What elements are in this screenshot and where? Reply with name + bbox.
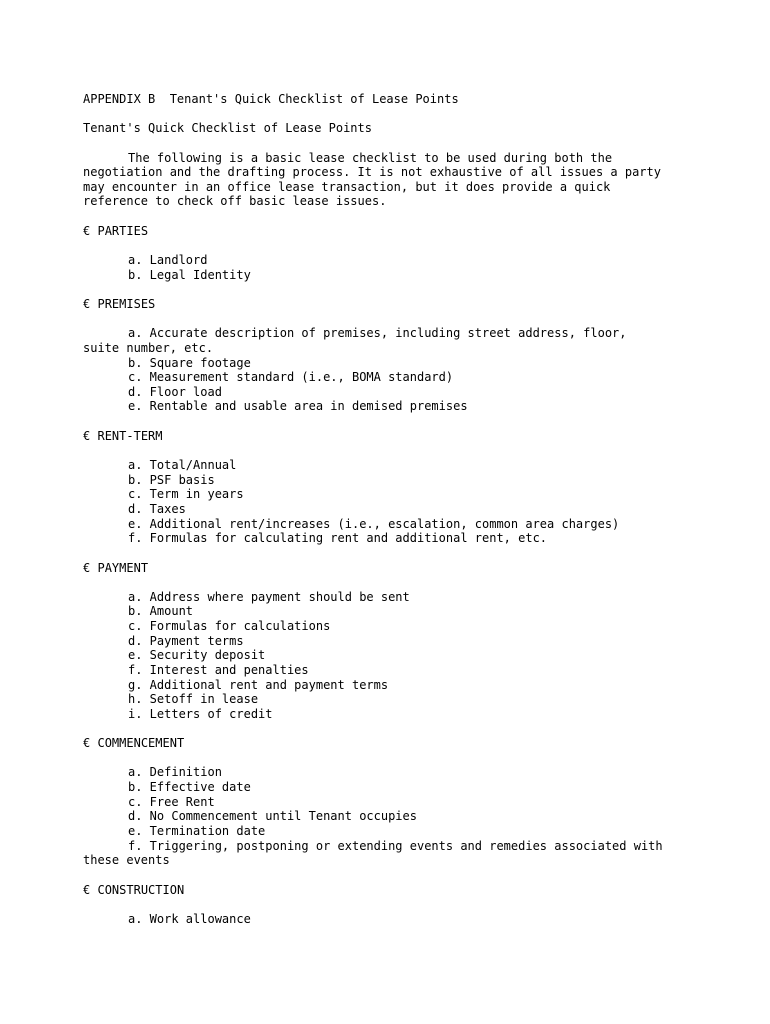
section-heading-label: RENT-TERM: [97, 428, 163, 443]
spacer: [83, 575, 743, 590]
section-commencement: [83, 736, 743, 868]
spacer: [83, 897, 743, 912]
section-parties: [83, 224, 743, 283]
list-item: b. Legal Identity: [128, 267, 251, 282]
list-item: b. Effective date: [128, 780, 251, 795]
section-premises: [83, 297, 743, 414]
intro-line: may encounter in an office lease transaction, but it does provide a quick: [83, 179, 611, 194]
list-item: a. Address where payment should be sent: [128, 589, 410, 604]
list-item: b. Amount: [128, 604, 194, 619]
list-item: c. Measurement standard (i.e., BOMA standard): [128, 370, 454, 385]
list-item: c. Free Rent: [128, 794, 215, 809]
list-item-continuation: suite number, etc.: [83, 340, 214, 355]
bullet-glyph: €: [83, 296, 91, 311]
list-item: a. Accurate description of premises, including street address, floor,: [128, 326, 627, 341]
bullet-glyph: €: [83, 560, 91, 575]
spacer: [83, 722, 743, 737]
section-heading-label: PREMISES: [97, 296, 156, 311]
list-item: a. Definition: [128, 765, 222, 780]
spacer: [83, 443, 743, 458]
intro-line: reference to check off basic lease issues.: [83, 194, 387, 209]
list-item: a. Landlord: [128, 253, 208, 268]
spacer: [83, 136, 743, 151]
section-construction: [83, 883, 743, 927]
section-heading: [83, 883, 743, 898]
section-heading-label: PARTIES: [97, 223, 149, 238]
section-heading: [83, 224, 743, 239]
section-heading-label: CONSTRUCTION: [97, 882, 185, 897]
section-heading: [83, 736, 743, 751]
spacer: [83, 546, 743, 561]
list-item: i. Letters of credit: [128, 706, 273, 721]
list-item: f. Triggering, postponing or extending events and remedies associated with: [128, 838, 663, 853]
spacer: [83, 107, 743, 122]
list-item: d. Floor load: [128, 384, 222, 399]
section-heading-label: PAYMENT: [97, 560, 149, 575]
document-page: [83, 92, 743, 927]
list-item: e. Additional rent/increases (i.e., escalation, common area charges): [128, 516, 620, 531]
intro-paragraph: [83, 151, 743, 210]
list-item: a. Total/Annual: [128, 458, 237, 473]
section-heading: [83, 429, 743, 444]
bullet-glyph: €: [83, 882, 91, 897]
intro-line: The following is a basic lease checklist to be used during both the: [128, 150, 613, 165]
list-item: h. Setoff in lease: [128, 692, 259, 707]
list-item: c. Term in years: [128, 487, 244, 502]
list-item: c. Formulas for calculations: [128, 619, 331, 634]
spacer: [83, 282, 743, 297]
list-item: f. Formulas for calculating rent and additional rent, etc.: [128, 531, 548, 546]
list-item: b. Square footage: [128, 355, 251, 370]
spacer: [83, 209, 743, 224]
list-item: e. Rentable and usable area in demised premises: [128, 399, 468, 414]
list-item: g. Additional rent and payment terms: [128, 677, 389, 692]
intro-line: negotiation and the drafting process. It is not exhaustive of all issues a party: [83, 165, 661, 180]
section-heading: [83, 297, 743, 312]
list-item: a. Work allowance: [128, 911, 251, 926]
document-title: Tenant's Quick Checklist of Lease Points: [83, 121, 372, 136]
section-heading-label: COMMENCEMENT: [97, 736, 185, 751]
spacer: [83, 238, 743, 253]
list-item: d. Taxes: [128, 501, 186, 516]
spacer: [83, 312, 743, 327]
list-item-continuation: these events: [83, 853, 170, 868]
list-item: f. Interest and penalties: [128, 662, 309, 677]
spacer: [83, 751, 743, 766]
bullet-glyph: €: [83, 428, 91, 443]
bullet-glyph: €: [83, 223, 91, 238]
section-payment: [83, 561, 743, 722]
list-item: d. No Commencement until Tenant occupies: [128, 809, 417, 824]
spacer: [83, 414, 743, 429]
list-item: e. Security deposit: [128, 648, 266, 663]
bullet-glyph: €: [83, 736, 91, 751]
appendix-title: APPENDIX B Tenant's Quick Checklist of Lease Points: [83, 92, 459, 106]
list-item: d. Payment terms: [128, 633, 244, 648]
section-rent-term: [83, 429, 743, 546]
spacer: [83, 868, 743, 883]
section-heading: [83, 561, 743, 576]
list-item: e. Termination date: [128, 824, 266, 839]
list-item: b. PSF basis: [128, 472, 215, 487]
